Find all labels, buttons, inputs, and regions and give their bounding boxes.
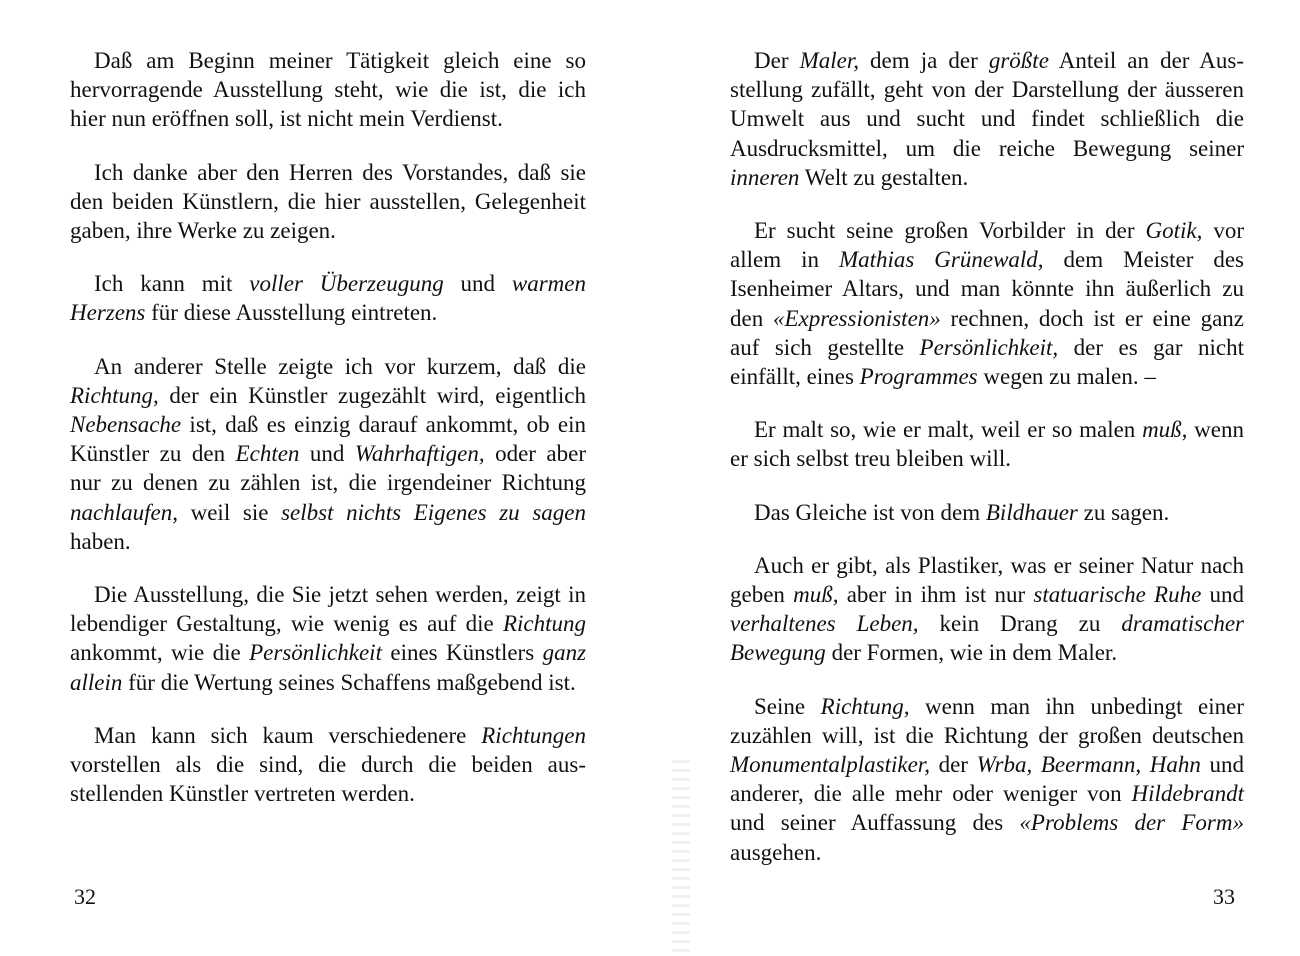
text-run: Er malt so, wie er malt, weil er so malen <box>754 417 1143 443</box>
paragraph <box>70 721 586 809</box>
text-run: und anderer, die alle mehr oder weniger von <box>730 752 1245 807</box>
italic-run: Gotik, <box>1145 218 1203 244</box>
text-run: der es gar nicht einfällt, eines <box>730 334 1244 390</box>
text-run: für die Wertung seines Schaffens maßgebend ist. <box>122 669 576 695</box>
italic-run: Echten <box>235 441 300 467</box>
page-number: 32 <box>74 884 96 909</box>
italic-run: Hildebrandt <box>1131 781 1244 807</box>
italic-run: inneren <box>730 164 800 190</box>
italic-run: nachlaufen, <box>70 499 178 525</box>
text-run: eines Künstlers <box>381 640 543 666</box>
text-run: Seine <box>754 693 821 719</box>
paragraph <box>70 580 586 697</box>
text-run: dem ja der <box>858 48 989 73</box>
italic-run: warmen Herzens <box>70 271 587 326</box>
italic-run: Richtungen <box>481 722 586 748</box>
text-run: und <box>299 441 355 467</box>
italic-run: muß, <box>1142 417 1188 443</box>
italic-run: Wrba, Beermann, Hahn <box>976 752 1201 778</box>
text-run: rechnen, doch ist er eine ganz auf sich gestellte <box>730 305 1244 360</box>
italic-run: Persönlichkeit, <box>919 334 1059 360</box>
italic-run: Nebensache <box>70 412 182 438</box>
text-run: wenn man ihn unbedingt einer zuzählen will, ist die Richtung der großen deutschen <box>730 693 1244 748</box>
text-run: der <box>929 752 977 778</box>
paragraph <box>730 498 1244 527</box>
italic-run: voller Überzeugung <box>249 271 444 297</box>
paragraph <box>70 158 586 246</box>
left-text-column <box>70 46 586 832</box>
text-run: Auch er gibt, als Plastiker, was er seiner Natur nach geben <box>730 552 1244 608</box>
paragraph <box>730 551 1244 668</box>
text-run: Daß am Beginn meiner Tätigkeit gleich eine so hervorragende Ausstellung steht, wie die ist, die ich hier nun eröffnen soll, ist nicht mein Verdienst. <box>70 48 586 132</box>
text-run: für diese Ausstellung eintreten. <box>145 300 438 326</box>
italic-run: Richtung, <box>820 693 910 719</box>
italic-run: «Problems der Form» <box>1019 810 1244 836</box>
text-run: und <box>1201 582 1245 608</box>
text-run: und <box>443 271 512 297</box>
text-run: vorstellen als die sind, die durch die beiden ausstellenden Künstler vertreten werden. <box>70 752 586 807</box>
text-run: Er sucht seine großen Vorbilder in der <box>754 218 1146 244</box>
text-run: aber in ihm ist nur <box>838 582 1034 608</box>
text-run: ankommt, wie die <box>70 640 250 666</box>
italic-run: größte <box>988 48 1049 73</box>
italic-run: Wahrhaftigen, <box>354 441 485 467</box>
italic-run: Bildhauer <box>985 499 1078 525</box>
text-run: haben. <box>70 528 131 554</box>
right-page <box>650 0 1300 956</box>
text-run: und seiner Auffassung des <box>730 810 1020 836</box>
italic-run: Programmes <box>859 364 978 390</box>
text-run: oder aber nur zu denen zu zählen ist, die irgendeiner Richtung <box>70 441 586 496</box>
text-run: Ich danke aber den Herren des Vorstandes, daß sie den beiden Künstlern, die hier ausstellen, Gelegenheit gaben, ihre Werke zu zeigen. <box>70 159 586 244</box>
text-run: wegen zu malen. – <box>977 364 1156 390</box>
italic-run: Mathias Grünewald, <box>838 247 1044 273</box>
italic-run: Persönlichkeit <box>249 640 382 666</box>
italic-run: Richtung, <box>70 382 159 408</box>
text-run: zu sagen. <box>1077 499 1170 525</box>
text-run: Man kann sich kaum verschiedenere <box>94 722 482 748</box>
paragraph <box>730 692 1244 867</box>
italic-run: Monumentalplastiker, <box>730 752 930 778</box>
italic-run: verhaltenes Leben, <box>730 611 919 637</box>
text-run: ausgehen. <box>730 839 822 865</box>
text-run: weil sie <box>177 499 282 525</box>
text-run: der Formen, wie in dem Maler. <box>825 640 1118 666</box>
italic-run: ganz allein <box>70 640 587 695</box>
italic-run: muß, <box>793 582 839 608</box>
italic-run: statuarische Ruhe <box>1033 582 1202 608</box>
text-run: vor allem in <box>730 218 1244 273</box>
text-run: Der <box>754 48 800 73</box>
text-run: dem Meister des Isenheimer Altars, und man könnte ihn äußerlich zu den <box>730 247 1245 331</box>
paragraph <box>730 216 1244 391</box>
text-run: Anteil an der Ausstellung zufällt, geht von der Darstellung der äusseren Umwelt aus und sucht und findet schließlich die Ausdrucksmittel, um die reiche Bewegung seiner <box>730 48 1244 161</box>
paragraph <box>70 46 586 134</box>
text-run: Die Ausstellung, die Sie jetzt sehen werden, zeigt in lebendiger Gestaltung, wie wenig es auf die <box>70 582 586 637</box>
italic-run: dramatischer Bewegung <box>730 611 1244 666</box>
text-run: Ich kann mit <box>94 271 250 297</box>
text-run: der ein Künstler zugezählt wird, eigentlich <box>158 382 586 408</box>
text-run: kein Drang zu <box>918 611 1122 637</box>
italic-run: Richtung <box>502 611 586 637</box>
italic-run: selbst nichts Eigenes zu sagen <box>281 499 586 525</box>
paragraph <box>70 352 586 556</box>
italic-run: «Expressionisten» <box>772 305 941 331</box>
page-number: 33 <box>1213 884 1235 909</box>
right-text-column <box>730 46 1244 891</box>
text-run: An anderer Stelle zeigte ich vor kurzem, daß die <box>94 353 586 379</box>
text-run: Welt zu gestalten. <box>799 164 969 190</box>
italic-run: Maler, <box>799 48 859 73</box>
paragraph <box>730 46 1244 192</box>
paragraph <box>70 269 586 327</box>
text-run: wenn er sich selbst treu bleiben will. <box>730 417 1245 472</box>
paragraph <box>730 415 1244 473</box>
text-run: ist, daß es einzig darauf ankommt, ob ein Künstler zu den <box>70 412 586 467</box>
text-run: Das Gleiche ist von dem <box>754 499 986 525</box>
